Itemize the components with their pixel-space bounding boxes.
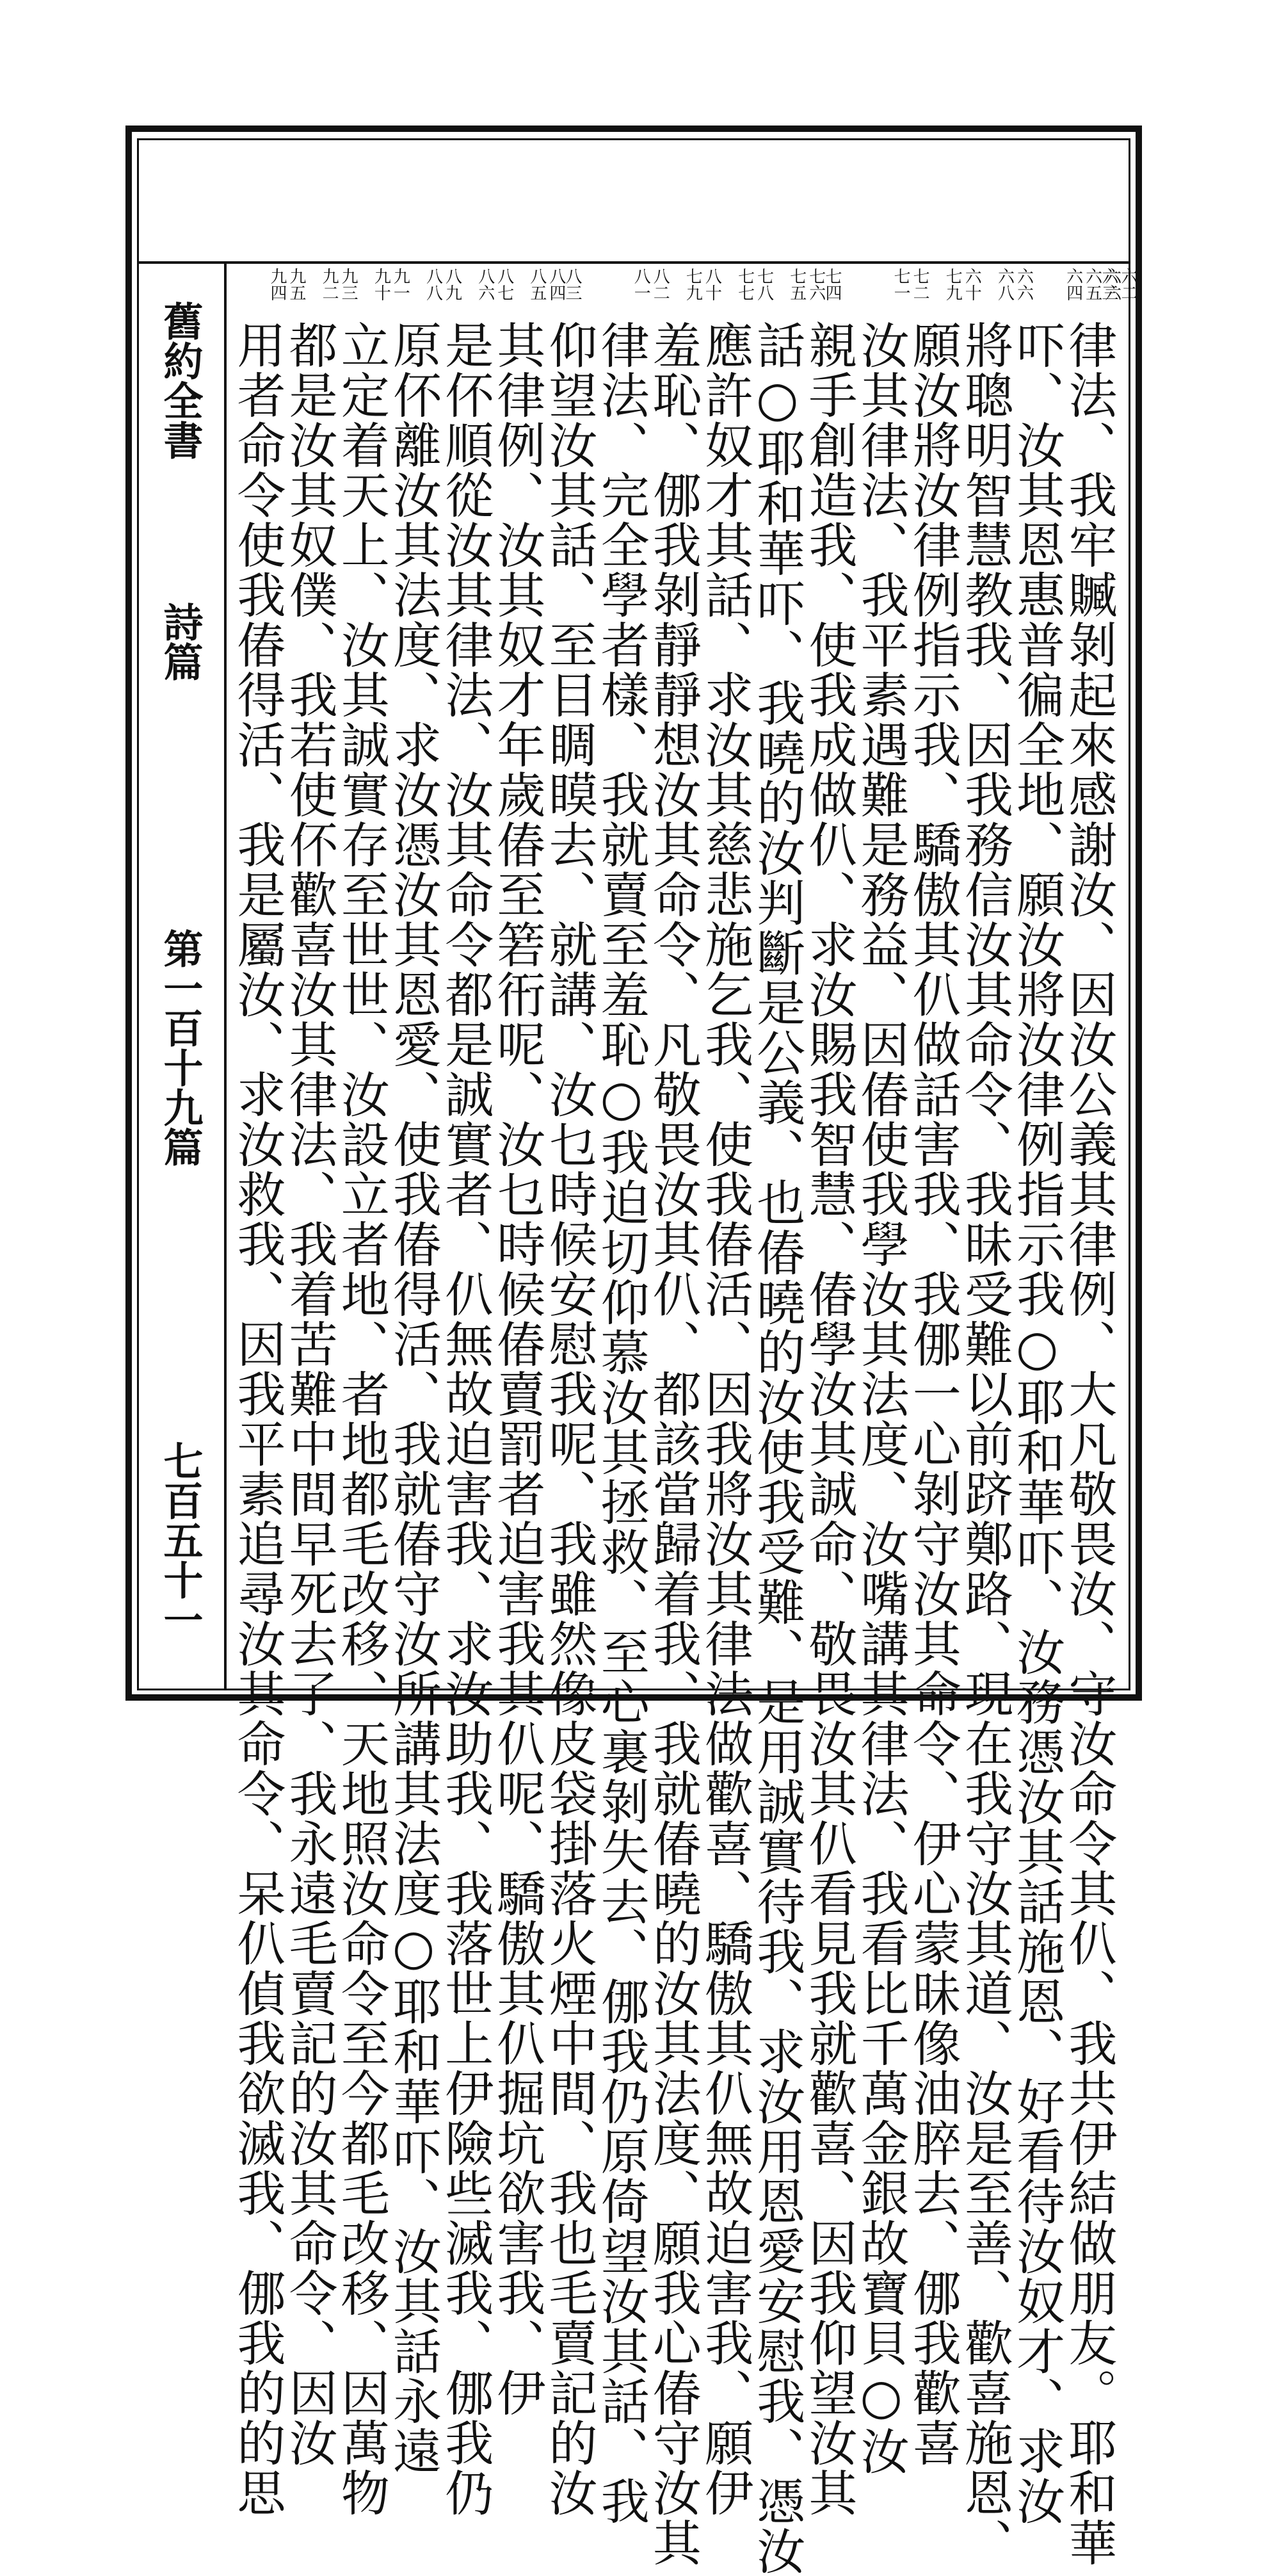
verse-number: 六三: [1098, 268, 1118, 301]
text-column-13: 是伓順從汝其律法、汝其命令都是誠實者、仈無故迫害我、求汝助我、我落世上伊險些滅我、㑚我仍: [437, 320, 494, 2518]
text-column-11: 仰望汝其話、至目睭瞙去、就講、汝乜時候安慰我呢、我雖然像皮袋掛落火煙中間、我也毛賣記的汝: [541, 320, 599, 2518]
text-column-12: 其律例、汝其奴才年歲偆至箬衎呢、汝乜時候偆賣罰者迫害我其仈呢、驕傲其仈掘坑欲害我、伊: [488, 320, 546, 2418]
verse-number: 七八: [754, 268, 774, 301]
text-column-8: 應許奴才其話、求汝其慈悲施乞我、使我偆活、因我將汝其律法做歡喜、驕傲其仈無故迫害我、願伊: [696, 320, 754, 2518]
verse-number: 七四: [822, 268, 842, 301]
text-column-5: 汝其律法、我平素遇難是務益、因偆使我學汝其法度、汝嘴講其律法、我看比千萬金銀故寶貝○汝: [853, 320, 910, 2476]
verse-number: 八三: [563, 268, 583, 301]
book-title: 舊約全書: [157, 301, 204, 460]
verse-number: 八六: [475, 268, 495, 301]
text-column-2: 吓、汝其恩惠普徧全地、願汝將汝律例指示我○耶和華吓、汝務憑汝其話施恩、好看待汝奴才、求汝: [1008, 320, 1066, 2526]
verse-number: 六二: [1118, 268, 1137, 301]
verse-number: 九五: [287, 268, 306, 301]
verse-number: 八五: [527, 268, 547, 301]
verse-number: 八九: [442, 268, 462, 301]
text-column-16: 都是汝其奴僕、我若使伓歡喜汝其律法、我着苦難中間早死去了、我永遠毛賣記的汝其命令、因汝: [281, 320, 339, 2468]
text-column-9: 羞恥、㑚我剝靜靜想汝其命令、凡敬畏汝其仈、都該當歸着我、我就偆曉的汝其法度、願我心偆守汝其: [645, 320, 702, 2568]
page-number: 七百五十一: [157, 1441, 204, 1639]
verse-number: 六六: [1102, 268, 1121, 301]
verse-number: 八四: [546, 268, 566, 301]
top-rule: [137, 261, 1130, 264]
verse-number: 六五: [1082, 268, 1102, 301]
verse-number-group: [599, 268, 668, 301]
section-title: 詩篇: [157, 602, 204, 681]
verse-number: 七一: [891, 268, 911, 301]
margin-rule: [224, 261, 227, 1690]
verse-number: 九三: [339, 268, 358, 301]
verse-number: 八二: [650, 268, 670, 301]
chapter-heading: 第一百十九篇: [157, 928, 204, 1167]
text-column-4: 願汝將汝律例指示我、驕傲其仈做話害我、我㑚一心剝守汝其命令、伊心蒙昧像油脺去、㑚我歡喜: [904, 320, 962, 2468]
verse-number: 八十: [702, 268, 722, 301]
verse-number: 七五: [787, 268, 807, 301]
verse-number: 九一: [390, 268, 410, 301]
text-column-15: 立定着天上、汝其誠實存至世世、汝設立者地、者地都毛改移、天地照汝命令至今都毛改移、因萬物: [333, 320, 390, 2518]
text-column-1: 律法、我牢贓剝起來感謝汝、因汝公義其律例、大凡敬畏汝、守汝命令其仈、我共伊結做朋友。耶和華: [1060, 320, 1118, 2568]
verse-number: 六八: [995, 268, 1015, 301]
text-column-14: 原伓離汝其法度、求汝憑汝其恩愛、使我偆得活、我就偆守汝所講其法度○耶和華吓、汝其話永遠: [385, 320, 442, 2476]
verse-number: 九四: [268, 268, 287, 301]
verse-number: 八一: [631, 268, 651, 301]
text-column-3: 將聰明智慧教我、因我務信汝其命令、我昧受難以前跻鄭路、現在我守汝其道、汝是至善、歡喜施恩、: [956, 320, 1014, 2568]
verse-number: 七二: [910, 268, 930, 301]
verse-number: 六十: [962, 268, 982, 301]
verse-number: 八八: [423, 268, 443, 301]
verse-number: 七七: [735, 268, 755, 301]
verse-number: 七九: [943, 268, 963, 301]
verse-number-group: [236, 268, 305, 301]
verse-number-group: [859, 268, 928, 301]
text-column-10: 律法、完全學者樣、我就賣至羞恥○我迫切仰慕汝其拯救、至心裏剝失去、㑚我仍原倚望汝其話、我: [593, 320, 650, 2526]
verse-number: 七九: [683, 268, 703, 301]
verse-number: 九二: [319, 268, 339, 301]
verse-number: 七六: [806, 268, 826, 301]
text-column-17: 用者命令使我偆得活、我是屬汝、求汝救我、因我平素追尋汝其命令、呆仈偵我欲滅我、㑚我的的思: [229, 320, 286, 2518]
verse-number: 六四: [1063, 268, 1083, 301]
verse-number: 八七: [494, 268, 514, 301]
verse-number: 六六: [1014, 268, 1034, 301]
text-column-6: 親手創造我、使我成做仈、求汝賜我智慧、偆學汝其誠命、敬畏汝其仈看見我就歡喜、因我仰望汝其: [800, 320, 858, 2518]
verse-number: 九十: [371, 268, 391, 301]
text-column-7: 話○耶和華吓、我曉的汝判斷是公義、也偆曉的汝使我受難、是用誠實待我、求汝用恩愛安慰我、憑汝: [748, 320, 806, 2576]
